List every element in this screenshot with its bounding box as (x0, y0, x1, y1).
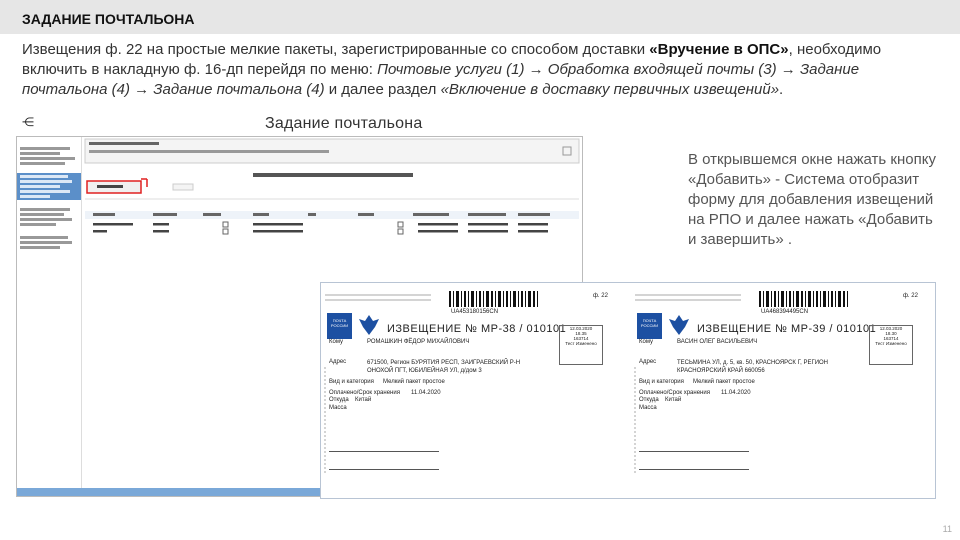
notices-panel (320, 282, 936, 499)
notice-2-deadline-label: Оплачено/Срок хранения (639, 390, 710, 396)
notice-card-2 (631, 283, 931, 498)
notice-1-category: Мелкий пакет простое (383, 379, 445, 385)
nav-item-4[interactable] (17, 234, 81, 251)
notice-2-category: Мелкий пакет простое (693, 379, 755, 385)
page-number: 11 (942, 524, 952, 534)
notice-1-datebox (559, 325, 603, 365)
left-nav (17, 137, 82, 490)
notice-2-to-label: Кому (639, 339, 654, 345)
notice-2-barcode-text: UA468394495CN (761, 309, 809, 315)
notice-2-barcode (759, 291, 849, 307)
notice-2-address-label: Адрес (639, 359, 657, 365)
notice-2-mass-label: Масса (639, 405, 657, 411)
notice-1-from: Китай (355, 397, 372, 403)
nav-item-3[interactable] (17, 206, 81, 228)
notice-1-time: 18.35 (575, 331, 587, 336)
notice-2-date: 12.03.2020 (879, 326, 903, 331)
notice-1-to-label: Кому (329, 339, 344, 345)
nav-item-1[interactable] (17, 145, 81, 167)
notice-1-barcode (449, 291, 539, 307)
notice-card-1 (321, 283, 621, 498)
notice-1-barcode-text: UA453180156CN (451, 309, 499, 315)
intro-paragraph (22, 40, 937, 100)
notice-2-form: ф. 22 (903, 293, 918, 299)
notice-2-from: Китай (665, 397, 682, 403)
notice-1-number: ИЗВЕЩЕНИЕ № МР-38 / 010101 (387, 323, 567, 335)
intro-bold-delivery: «Вручение в ОПС» (649, 41, 789, 58)
header-bar (0, 0, 960, 34)
notice-2-category-label: Вид и категория (639, 379, 684, 385)
notice-1-deadline-label: Оплачено/Срок хранения (329, 390, 400, 396)
notice-1-deadline: 11.04.2020 (411, 390, 441, 396)
pochta-logo-2: ПОЧТА РОССИИ (637, 313, 662, 339)
back-icon[interactable]: ⋲ (22, 115, 34, 129)
notice-2-from-label: Откуда (639, 397, 659, 403)
notice-1-ops: Тест Изменено (565, 341, 597, 346)
notice-1-mass-label: Масса (329, 405, 347, 411)
intro-menu-path: Почтовые услуги (1) → Обработка входящей почты (3) → Задание почтальона (4) → Задание почтальона (4) (22, 61, 860, 98)
notice-2-number: ИЗВЕЩЕНИЕ № МР-39 / 010101 (697, 323, 877, 335)
nav-item-active[interactable] (17, 173, 81, 200)
intro-section-name: «Включение в доставку первичных извещений» (440, 81, 780, 98)
page-title: ЗАДАНИЕ ПОЧТАЛЬОНА (22, 11, 195, 27)
intro-text-2: , необходимо включить в накладную ф. 16-дп перейдя по меню: (22, 41, 882, 78)
notice-2-address: ТЕСЬМИНА УЛ, д. 5, кв. 50, КРАСНОЯРСК Г, РЕГИОН КРАСНОЯРСКИЙ КРАЙ 660056 (677, 360, 829, 374)
notice-2-ops: Тест Изменено (875, 341, 907, 346)
notice-1-category-label: Вид и категория (329, 379, 374, 385)
notice-2-to: ВАСИН ОЛЕГ ВАСИЛЬЕВИЧ (677, 339, 758, 345)
notice-2-line-1 (639, 451, 749, 452)
notice-1-date: 12.03.2020 (569, 326, 593, 331)
notice-1-index: 163714 (573, 336, 589, 341)
notice-2-time: 18.30 (885, 331, 897, 336)
screenshot-title: Задание почтальона (265, 115, 423, 132)
notice-1-address: 671500, Регион БУРЯТИЯ РЕСП, ЗАИГРАЕВСКИЙ Р-Н ОНОХОЙ ПГТ, ЮБИЛЕЙНАЯ УЛ, д/дом 3 (367, 360, 521, 374)
eagle-emblem-icon-2 (667, 313, 691, 337)
instruction-text: В открывшемся окне нажать кнопку «Добавить» - Система отобразит форму для добавления извещений на РПО и далее нажать «Добавить и завершить» . (688, 151, 936, 248)
notice-1-form: ф. 22 (593, 293, 608, 299)
intro-text-3: и далее раздел (324, 81, 441, 98)
notice-1-line-2 (329, 469, 439, 470)
intro-text-4: . (779, 81, 784, 98)
notice-2-deadline: 11.04.2020 (721, 390, 751, 396)
notice-2-line-2 (639, 469, 749, 470)
pochta-logo-1: ПОЧТА РОССИИ (327, 313, 352, 339)
notice-1-address-label: Адрес (329, 359, 347, 365)
notice-1-from-label: Откуда (329, 397, 349, 403)
intro-text-1: Извещения ф. 22 на простые мелкие пакеты, зарегистрированные со способом доставки (22, 41, 650, 58)
eagle-emblem-icon-1 (357, 313, 381, 337)
notice-1-line-1 (329, 451, 439, 452)
notice-2-datebox (869, 325, 913, 365)
notice-1-to: РОМАШКИН ФЁДОР МИХАЙЛОВИЧ (367, 339, 470, 345)
notice-2-index: 163714 (883, 336, 899, 341)
